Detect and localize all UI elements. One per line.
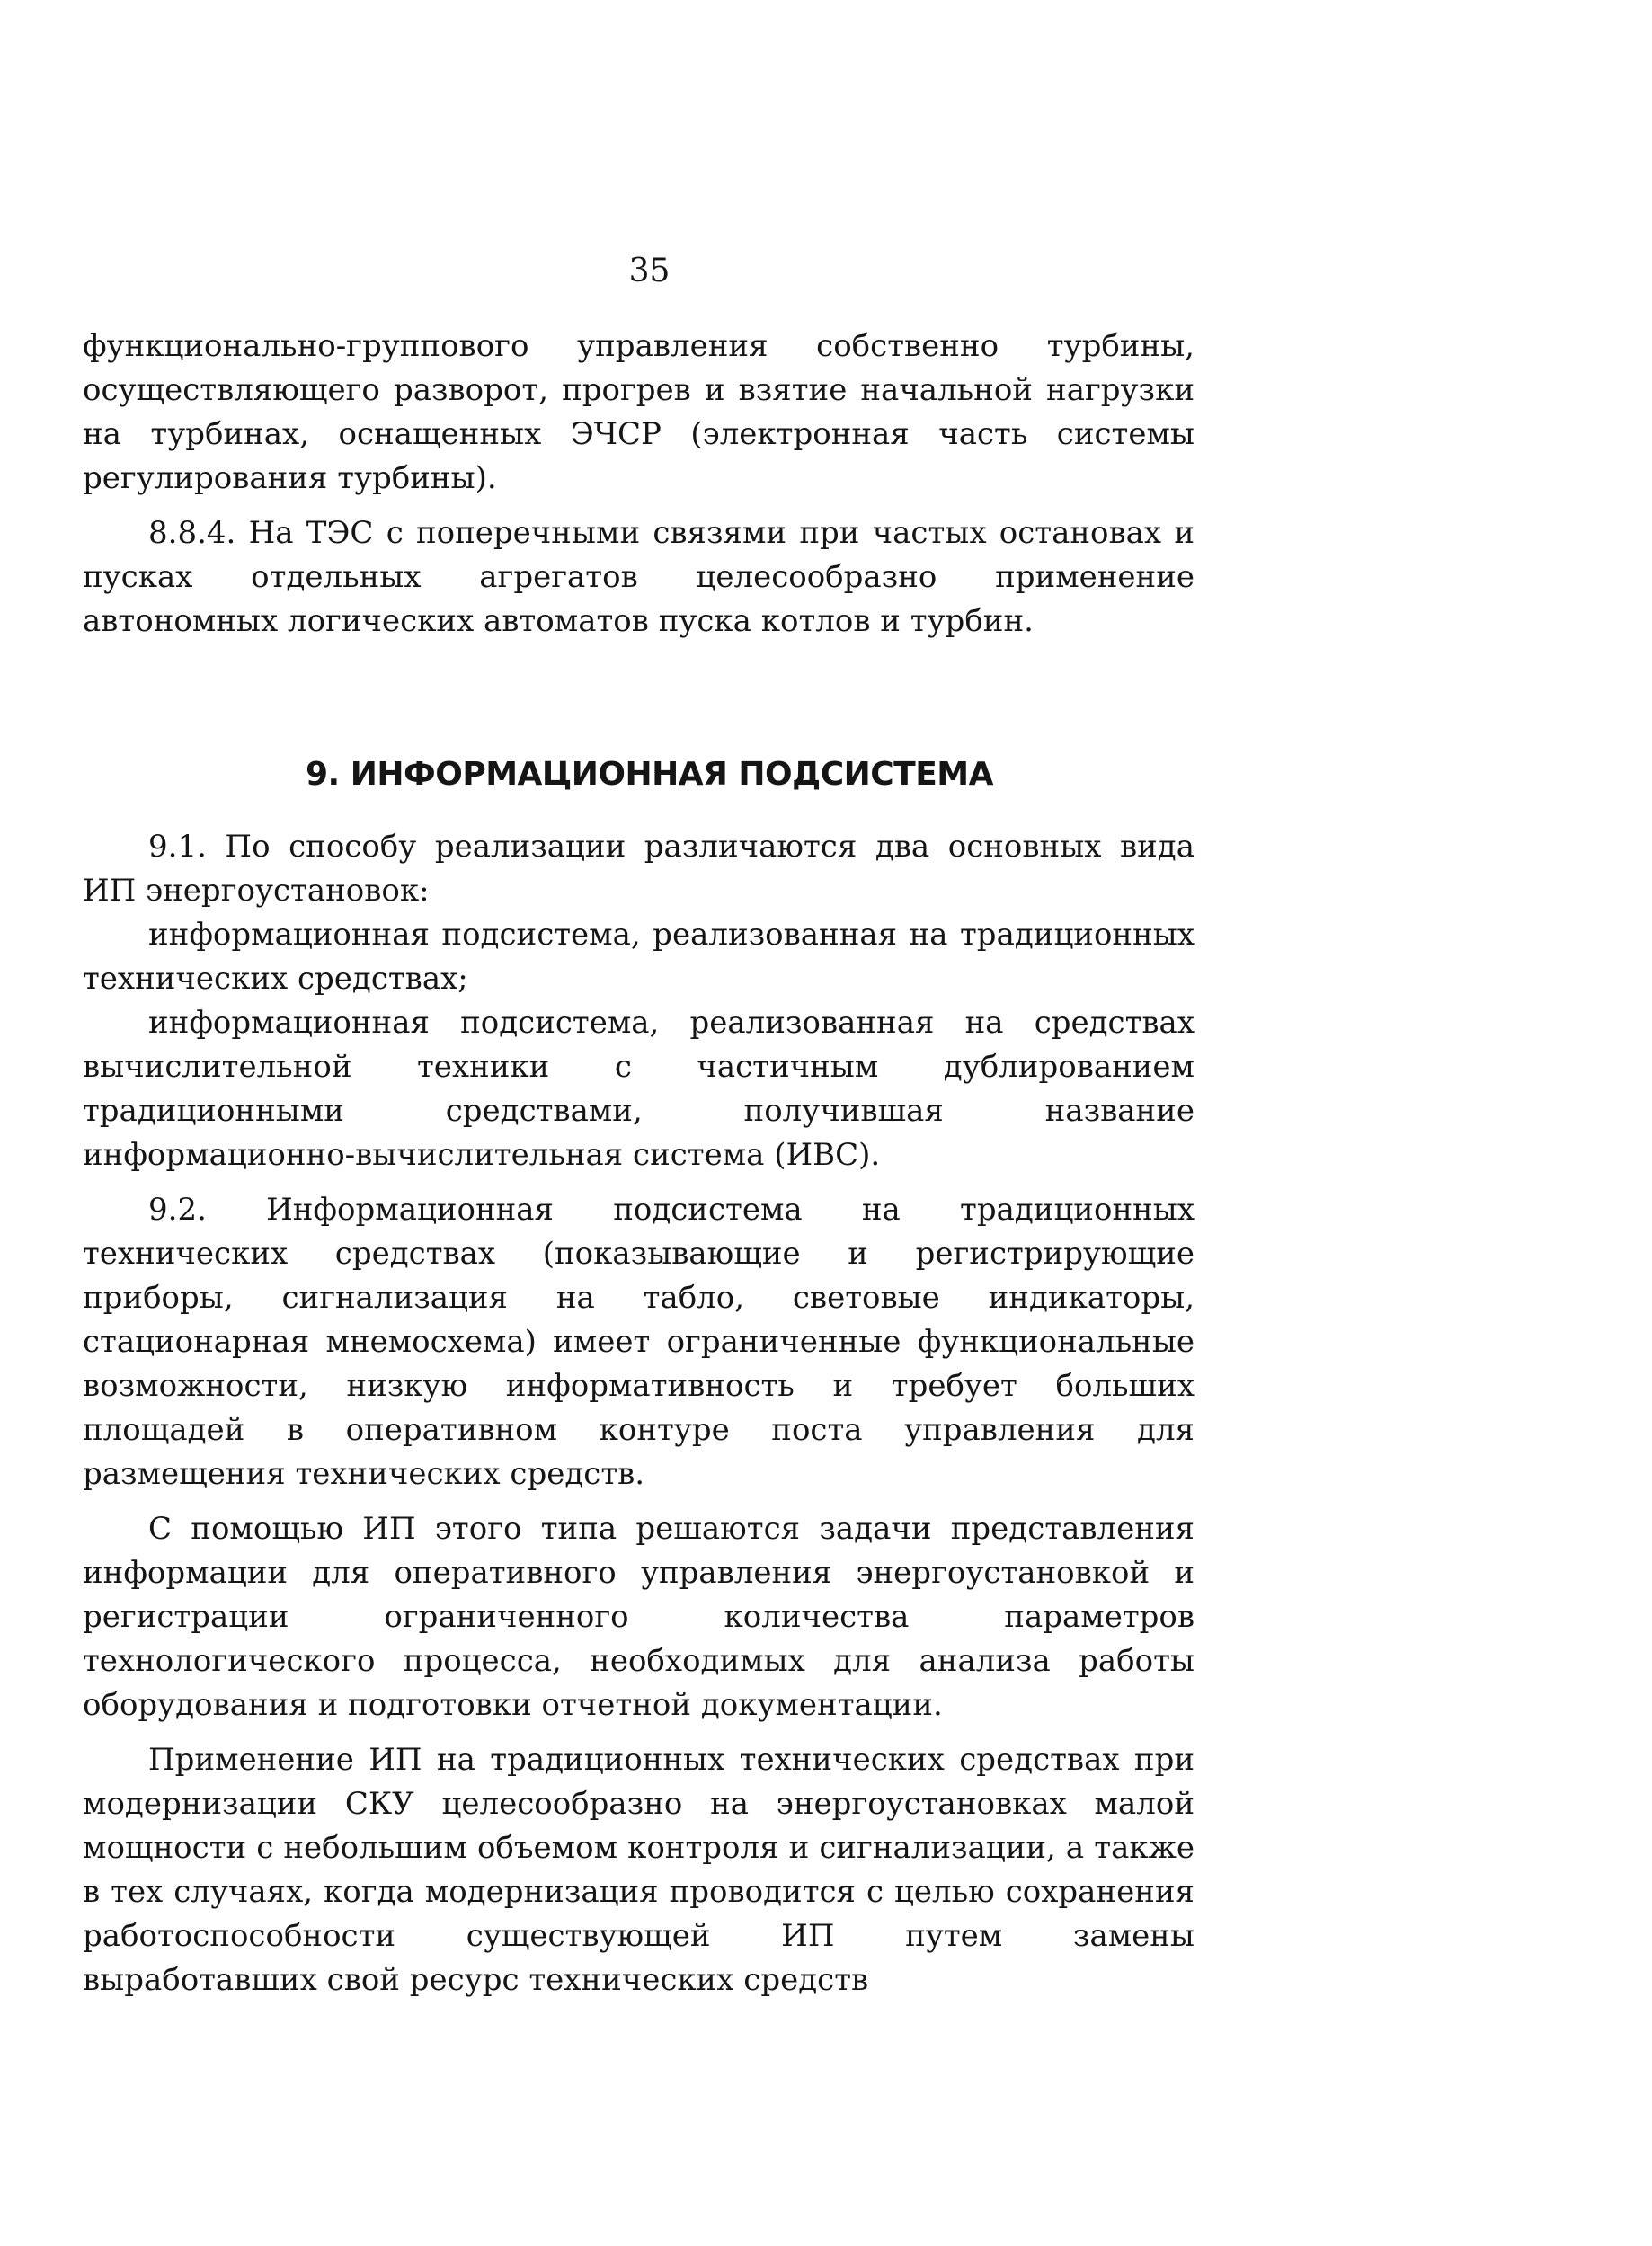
paragraph-9-1-item-a: информационная подсистема, реализованная на традиционных технических средствах;	[83, 917, 1195, 997]
paragraph-9-2-c: Применение ИП на традиционных технических средствах при модернизации СКУ целесообразно на энергоустановках малой мощности с небольшим объемом контроля и сигнализации, а также в тех случаях, когда модернизация проводится с целью сохранения работоспособности существующей ИП путем замены выработавших свой ресурс технических средств	[83, 1742, 1195, 1998]
paragraph-9-2-b: С помощью ИП этого типа решаются задачи представления информации для оперативного управления энергоустановкой и регистрации ограниченного количества параметров технологического процесса, необходимых для анализа работы оборудования и подготовки отчетной документации.	[83, 1511, 1195, 1723]
section-9-text	[83, 825, 1195, 2002]
paragraph-9-2: 9.2. Информационная подсистема на традиционных технических средствах (показывающие и регистрирующие приборы, сигнализация на табло, световые индикаторы, стационарная мнемосхема) имеет ограниченные функциональные возможности, низкую информативность и требует больших площадей в оперативном контуре поста управления для размещения технических средств.	[83, 1192, 1195, 1492]
page-number: 35	[628, 253, 671, 289]
paragraph-9-1-item-b: информационная подсистема, реализованная на средствах вычислительной техники с частичным дублированием традиционными средствами, получившая название информационно-вычислительная система (ИВС).	[83, 1005, 1195, 1173]
paragraph-continuation: функционально-группового управления собственно турбины, осуществляющего разворот, прогрев и взятие начальной нагрузки на турбинах, оснащенных ЭЧСР (электронная часть системы регулирования турбины).	[83, 328, 1195, 496]
paragraph-8-8-4: 8.8.4. На ТЭС с поперечными связями при частых остановах и пусках отдельных агрегатов целесообразно применение автономных логических автоматов пуска котлов и турбин.	[83, 515, 1195, 639]
section-8-text	[83, 324, 1195, 644]
section-heading: 9. ИНФОРМАЦИОННАЯ ПОДСИСТЕМА	[306, 756, 993, 793]
paragraph-9-1: 9.1. По способу реализации различаются два основных вида ИП энергоустановок:	[83, 829, 1195, 909]
